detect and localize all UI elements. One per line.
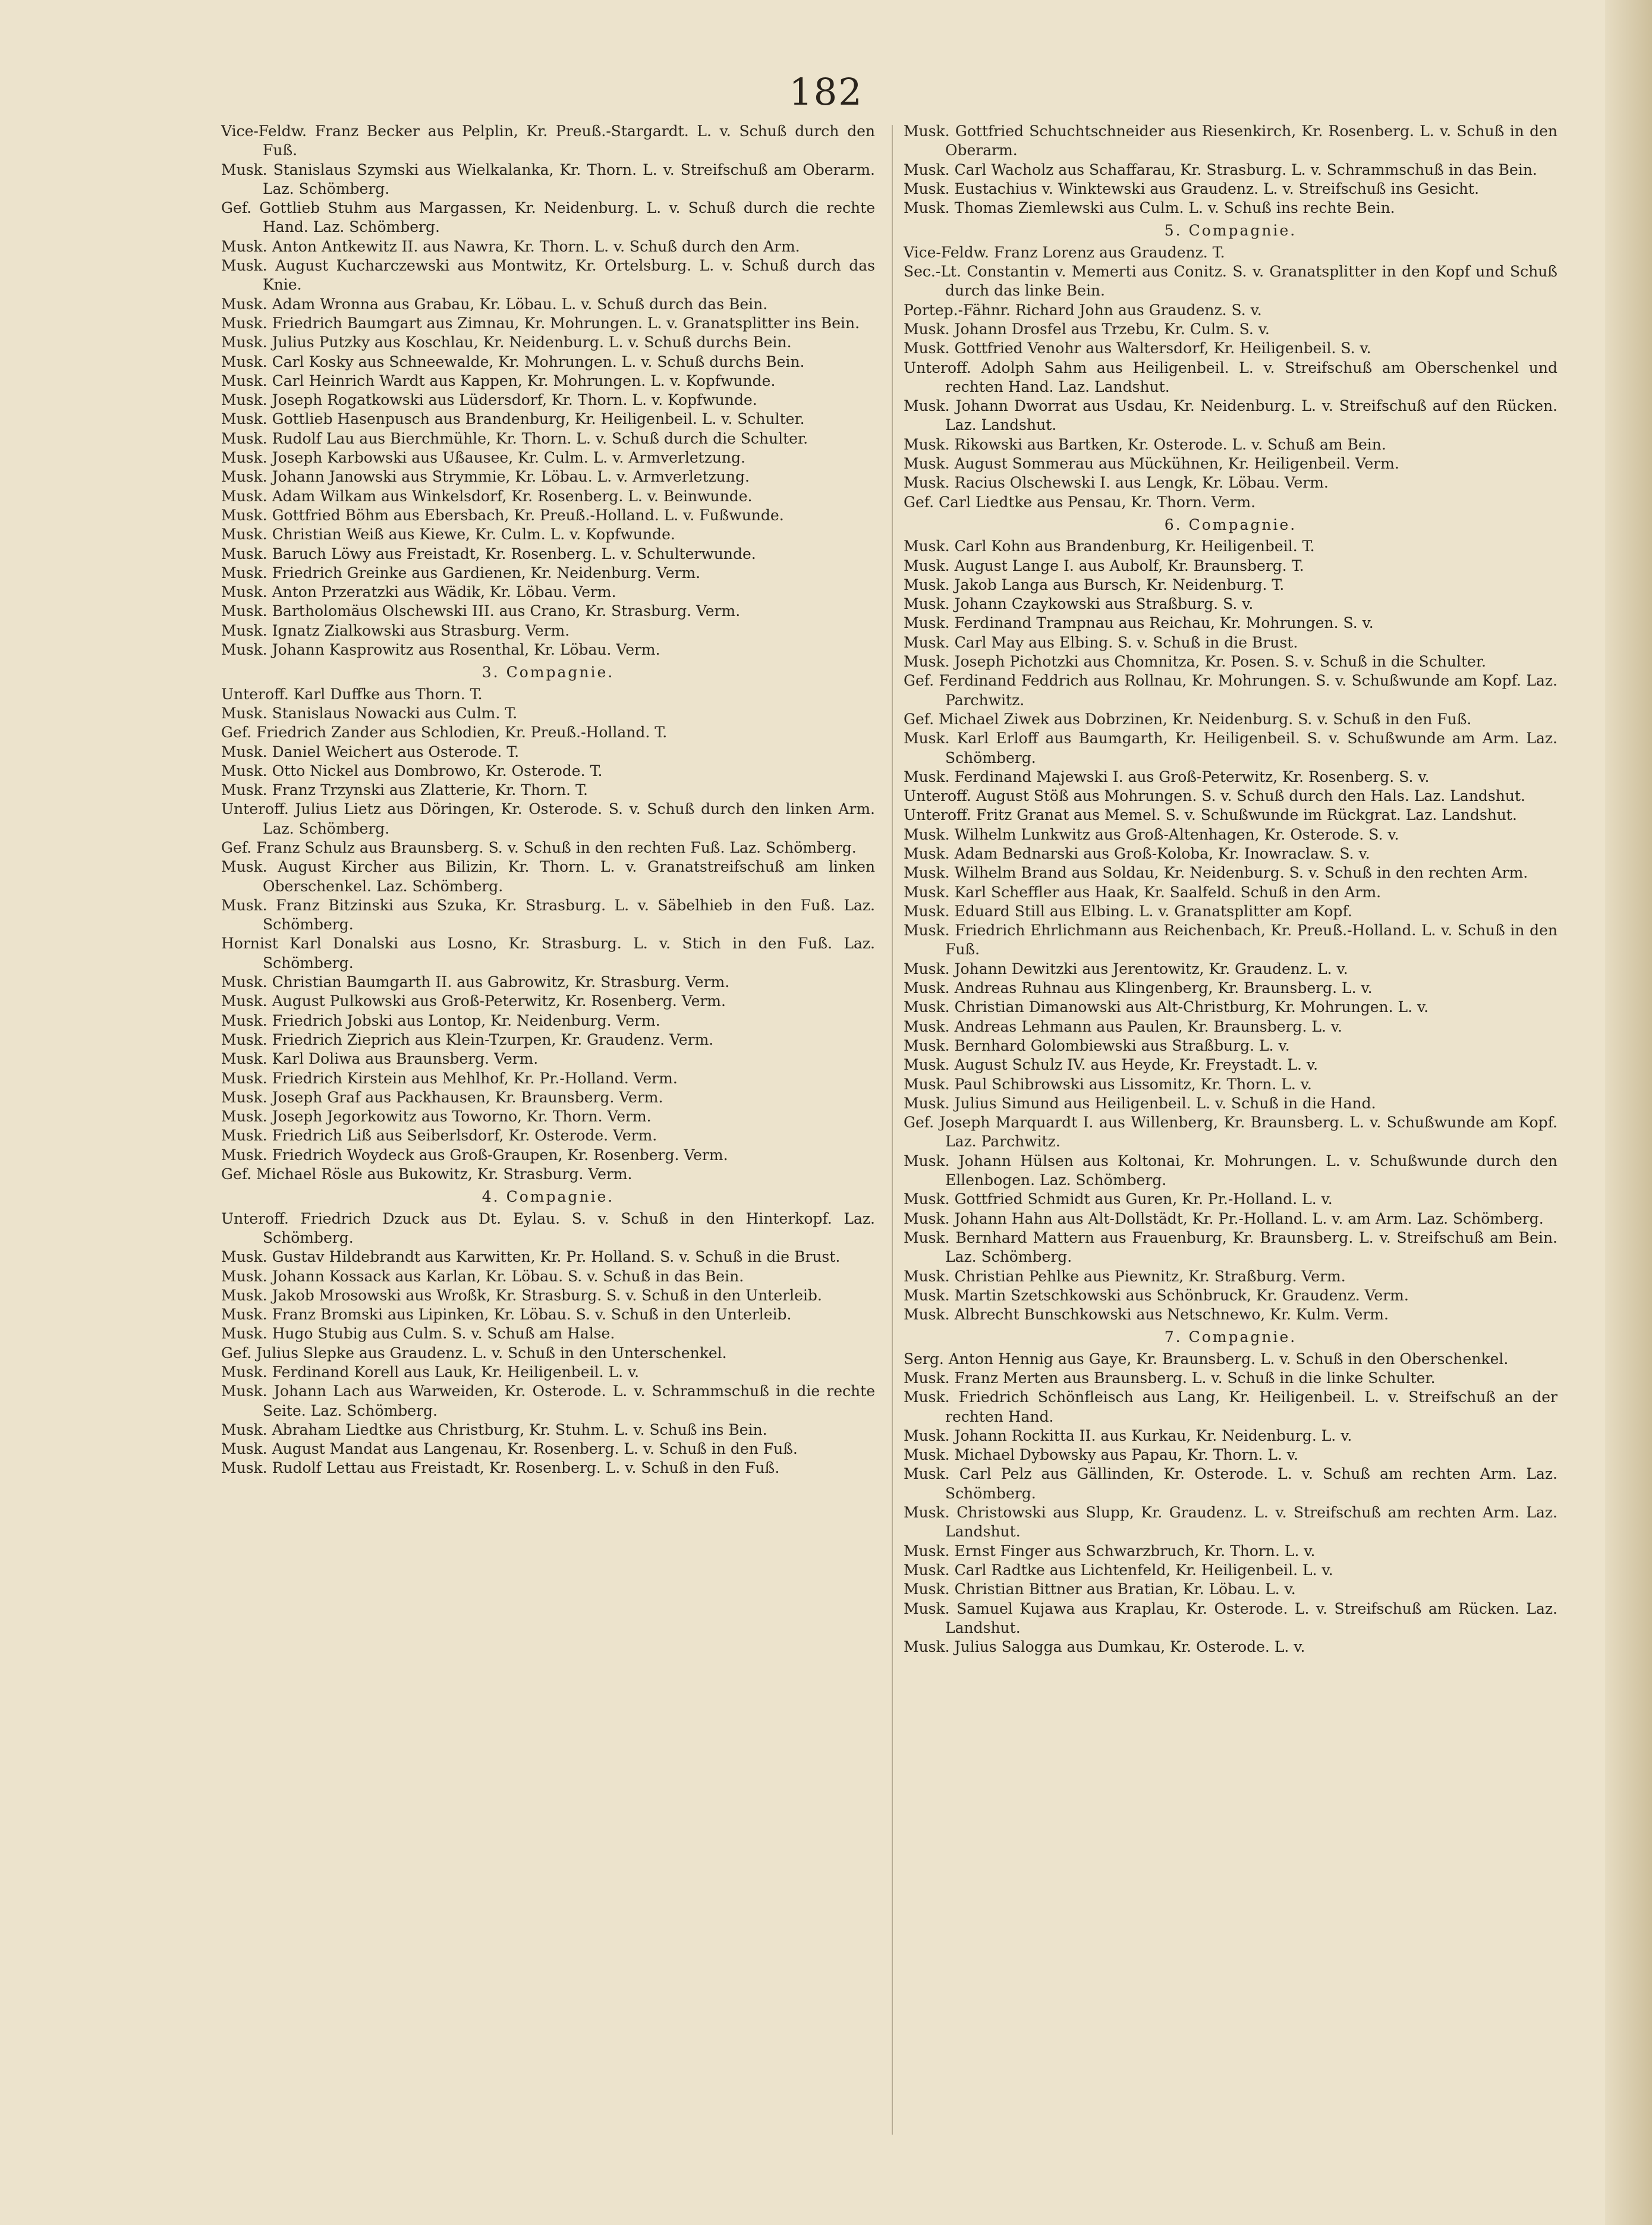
casualty-entry: Musk. Gustav Hildebrandt aus Karwitten, Kr. Pr. Holland. S. v. Schuß in die Brust. bbox=[221, 1248, 841, 1266]
casualty-entry: Musk. Martin Szetschkowski aus Schönbruck, Kr. Graudenz. Verm. bbox=[904, 1286, 1409, 1304]
casualty-entry: Musk. Carl Radtke aus Lichtenfeld, Kr. Heiligenbeil. L. v. bbox=[904, 1561, 1333, 1579]
casualty-entry: Musk. Albrecht Bunschkowski aus Netschnewo, Kr. Kulm. Verm. bbox=[904, 1306, 1389, 1324]
company-heading: 7. Compagnie. bbox=[1164, 1328, 1297, 1346]
casualty-entry: Musk. August Schulz IV. aus Heyde, Kr. Freystadt. L. v. bbox=[904, 1056, 1319, 1074]
casualty-entry: Musk. Johann Dewitzki aus Jerentowitz, Kr. Graudenz. L. v. bbox=[904, 960, 1348, 978]
casualty-entry: Musk. Adam Wilkam aus Winkelsdorf, Kr. Rosenberg. L. v. Beinwunde. bbox=[221, 487, 753, 505]
casualty-entry: Musk. Adam Wronna aus Grabau, Kr. Löbau. L. v. Schuß durch das Bein. bbox=[221, 295, 768, 313]
casualty-entry: Musk. Ferdinand Trampnau aus Reichau, Kr. Mohrungen. S. v. bbox=[904, 614, 1374, 632]
casualty-entry: Musk. Carl Kohn aus Brandenburg, Kr. Heiligenbeil. T. bbox=[904, 538, 1315, 555]
casualty-entry: Musk. Julius Salogga aus Dumkau, Kr. Osterode. L. v. bbox=[904, 1638, 1305, 1656]
casualty-entry: Musk. August Pulkowski aus Groß-Peterwitz, Kr. Rosenberg. Verm. bbox=[221, 992, 726, 1010]
casualty-entry: Musk. Otto Nickel aus Dombrowo, Kr. Osterode. T. bbox=[221, 762, 603, 780]
casualty-entry: Musk. Johann Kasprowitz aus Rosenthal, Kr. Löbau. Verm. bbox=[221, 641, 660, 659]
casualty-entry: Musk. Carl Kosky aus Schneewalde, Kr. Mohrungen. L. v. Schuß durchs Bein. bbox=[221, 353, 805, 370]
casualty-entry: Gef. Friedrich Zander aus Schlodien, Kr. Preuß.-Holland. T. bbox=[221, 724, 668, 741]
column-divider bbox=[892, 125, 893, 2135]
casualty-entry: Musk. Friedrich Zieprich aus Klein-Tzurpen, Kr. Graudenz. Verm. bbox=[221, 1030, 714, 1048]
casualty-entry: Musk. Carl May aus Elbing. S. v. Schuß in die Brust. bbox=[904, 633, 1298, 651]
casualty-entry: Musk. Franz Bromski aus Lipinken, Kr. Löbau. S. v. Schuß in den Unterleib. bbox=[221, 1306, 792, 1324]
casualty-entry: Musk. Gottfried Schmidt aus Guren, Kr. Pr.-Holland. L. v. bbox=[904, 1190, 1333, 1208]
casualty-entry: Musk. Franz Merten aus Braunsberg. L. v. Schuß in die linke Schulter. bbox=[904, 1369, 1436, 1387]
casualty-entry: Musk. Ferdinand Majewski I. aus Groß-Peterwitz, Kr. Rosenberg. S. v. bbox=[904, 768, 1430, 785]
casualty-entry: Unteroff. Karl Duffke aus Thorn. T. bbox=[221, 685, 483, 703]
casualty-entry: Musk. Karl Scheffler aus Haak, Kr. Saalfeld. Schuß in den Arm. bbox=[904, 883, 1382, 901]
casualty-entry: Gef. Ferdinand Feddrich aus Rollnau, Kr. Mohrungen. S. v. Schußwunde am Kopf. Laz. Parchwitz. bbox=[904, 672, 1557, 709]
casualty-entry: Musk. Bartholomäus Olschewski III. aus Crano, Kr. Strasburg. Verm. bbox=[221, 602, 741, 620]
casualty-entry: Musk. Johann Lach aus Warweiden, Kr. Osterode. L. v. Schrammschuß in die rechte Seite. Laz. Schömberg. bbox=[221, 1382, 875, 1419]
casualty-entry: Musk. Friedrich Liß aus Seiberlsdorf, Kr. Osterode. Verm. bbox=[221, 1127, 657, 1145]
casualty-entry: Musk. Joseph Jegorkowitz aus Toworno, Kr. Thorn. Verm. bbox=[221, 1108, 652, 1126]
casualty-entry: Musk. Johann Czaykowski aus Straßburg. S. v. bbox=[904, 595, 1254, 613]
casualty-entry: Musk. Joseph Pichotzki aus Chomnitza, Kr. Posen. S. v. Schuß in die Schulter. bbox=[904, 653, 1486, 671]
casualty-entry: Musk. Wilhelm Lunkwitz aus Groß-Altenhagen, Kr. Osterode. S. v. bbox=[904, 825, 1399, 843]
casualty-entry: Musk. Joseph Karbowski aus Ußausee, Kr. Culm. L. v. Armverletzung. bbox=[221, 449, 745, 467]
casualty-entry: Musk. Karl Doliwa aus Braunsberg. Verm. bbox=[221, 1050, 539, 1068]
casualty-entry: Musk. Andreas Lehmann aus Paulen, Kr. Braunsberg. L. v. bbox=[904, 1017, 1342, 1035]
left-column bbox=[221, 122, 875, 1478]
casualty-entry: Musk. Paul Schibrowski aus Lissomitz, Kr. Thorn. L. v. bbox=[904, 1075, 1312, 1093]
casualty-entry: Vice-Feldw. Franz Lorenz aus Graudenz. T. bbox=[904, 243, 1225, 261]
casualty-entry: Musk. Friedrich Schönfleisch aus Lang, Kr. Heiligenbeil. L. v. Streifschuß an der rechten Hand. bbox=[904, 1388, 1557, 1425]
casualty-entry: Serg. Anton Hennig aus Gaye, Kr. Braunsberg. L. v. Schuß in den Oberschenkel. bbox=[904, 1350, 1509, 1368]
casualty-entry: Musk. Friedrich Kirstein aus Mehlhof, Kr. Pr.-Holland. Verm. bbox=[221, 1069, 678, 1087]
casualty-entry: Musk. Carl Wacholz aus Schaffarau, Kr. Strasburg. L. v. Schrammschuß in das Bein. bbox=[904, 161, 1537, 178]
right-column bbox=[904, 122, 1557, 1657]
casualty-entry: Musk. August Kircher aus Bilizin, Kr. Thorn. L. v. Granatstreifschuß am linken Oberschenkel. Laz. Schömberg. bbox=[221, 858, 875, 895]
casualty-entry: Musk. Michael Dybowsky aus Papau, Kr. Thorn. L. v. bbox=[904, 1446, 1299, 1464]
casualty-entry: Musk. Anton Przeratzki aus Wädik, Kr. Löbau. Verm. bbox=[221, 583, 616, 601]
company-heading: 3. Compagnie. bbox=[482, 664, 615, 681]
casualty-entry: Musk. Bernhard Golombiewski aus Straßburg. L. v. bbox=[904, 1036, 1290, 1054]
casualty-entry: Musk. Christian Pehlke aus Piewnitz, Kr. Straßburg. Verm. bbox=[904, 1267, 1346, 1285]
casualty-entry: Gef. Julius Slepke aus Graudenz. L. v. Schuß in den Unterschenkel. bbox=[221, 1344, 727, 1362]
casualty-entry: Musk. Anton Antkewitz II. aus Nawra, Kr. Thorn. L. v. Schuß durch den Arm. bbox=[221, 237, 800, 255]
casualty-entry: Musk. August Kucharczewski aus Montwitz, Kr. Ortelsburg. L. v. Schuß durch das Knie. bbox=[221, 257, 875, 294]
page-number: 182 bbox=[789, 70, 863, 114]
casualty-entry: Musk. Julius Simund aus Heiligenbeil. L. v. Schuß in die Hand. bbox=[904, 1094, 1376, 1112]
casualty-entry: Musk. Franz Bitzinski aus Szuka, Kr. Strasburg. L. v. Säbelhieb in den Fuß. Laz. Schömberg. bbox=[221, 896, 875, 934]
casualty-entry: Musk. Johann Hahn aus Alt-Dollstädt, Kr. Pr.-Holland. L. v. am Arm. Laz. Schömberg. bbox=[904, 1209, 1544, 1227]
casualty-entry: Musk. Friedrich Woydeck aus Groß-Graupen, Kr. Rosenberg. Verm. bbox=[221, 1146, 728, 1164]
company-heading: 6. Compagnie. bbox=[1164, 516, 1297, 533]
casualty-entry: Unteroff. Julius Lietz aus Döringen, Kr. Osterode. S. v. Schuß durch den linken Arm. Laz. Schömberg. bbox=[221, 800, 875, 837]
casualty-entry: Musk. Friedrich Ehrlichmann aus Reichenbach, Kr. Preuß.-Holland. L. v. Schuß in den Fuß. bbox=[904, 922, 1557, 958]
casualty-entry: Musk. Racius Olschewski I. aus Lengk, Kr. Löbau. Verm. bbox=[904, 474, 1329, 492]
casualty-entry: Musk. Christian Baumgarth II. aus Gabrowitz, Kr. Strasburg. Verm. bbox=[221, 973, 730, 991]
casualty-entry: Musk. Christian Bittner aus Bratian, Kr. Löbau. L. v. bbox=[904, 1580, 1296, 1598]
casualty-entry: Musk. Joseph Rogatkowski aus Lüdersdorf, Kr. Thorn. L. v. Kopfwunde. bbox=[221, 391, 757, 409]
casualty-entry: Musk. Gottlieb Hasenpusch aus Brandenburg, Kr. Heiligenbeil. L. v. Schulter. bbox=[221, 410, 805, 428]
casualty-entry: Gef. Joseph Marquardt I. aus Willenberg, Kr. Braunsberg. L. v. Schußwunde am Kopf. Laz. Parchwitz. bbox=[904, 1114, 1557, 1151]
casualty-entry: Musk. Samuel Kujawa aus Kraplau, Kr. Osterode. L. v. Streifschuß am Rücken. Laz. Landshut. bbox=[904, 1599, 1557, 1636]
casualty-entry: Unteroff. Friedrich Dzuck aus Dt. Eylau. S. v. Schuß in den Hinterkopf. Laz. Schömberg. bbox=[221, 1209, 875, 1246]
casualty-entry: Musk. Jakob Langa aus Bursch, Kr. Neidenburg. T. bbox=[904, 576, 1285, 593]
casualty-entry: Portep.-Fähnr. Richard John aus Graudenz. S. v. bbox=[904, 301, 1262, 319]
casualty-entry: Musk. August Sommerau aus Mückühnen, Kr. Heiligenbeil. Verm. bbox=[904, 455, 1399, 473]
casualty-entry: Vice-Feldw. Franz Becker aus Pelplin, Kr. Preuß.-Stargardt. L. v. Schuß durch den Fuß. bbox=[221, 122, 875, 159]
casualty-entry: Musk. Gottfried Böhm aus Ebersbach, Kr. Preuß.-Holland. L. v. Fußwunde. bbox=[221, 506, 784, 524]
casualty-entry: Musk. Johann Drosfel aus Trzebu, Kr. Culm. S. v. bbox=[904, 320, 1270, 338]
casualty-entry: Musk. Jakob Mrosowski aus Wroßk, Kr. Strasburg. S. v. Schuß in den Unterleib. bbox=[221, 1286, 822, 1304]
casualty-entry: Musk. Abraham Liedtke aus Christburg, Kr. Stuhm. L. v. Schuß ins Bein. bbox=[221, 1421, 767, 1438]
casualty-entry: Unteroff. Adolph Sahm aus Heiligenbeil. L. v. Streifschuß am Oberschenkel und rechten Hand. Laz. Landshut. bbox=[904, 359, 1557, 395]
casualty-entry: Gef. Michael Rösle aus Bukowitz, Kr. Strasburg. Verm. bbox=[221, 1165, 633, 1183]
casualty-entry: Musk. August Mandat aus Langenau, Kr. Rosenberg. L. v. Schuß in den Fuß. bbox=[221, 1440, 798, 1458]
casualty-entry: Musk. Rudolf Lau aus Bierchmühle, Kr. Thorn. L. v. Schuß durch die Schulter. bbox=[221, 429, 808, 447]
casualty-entry: Musk. Johann Janowski aus Strymmie, Kr. Löbau. L. v. Armverletzung. bbox=[221, 468, 750, 486]
casualty-entry: Musk. Stanislaus Nowacki aus Culm. T. bbox=[221, 704, 518, 722]
casualty-entry: Musk. Joseph Graf aus Packhausen, Kr. Braunsberg. Verm. bbox=[221, 1088, 663, 1106]
casualty-entry: Musk. Baruch Löwy aus Freistadt, Kr. Rosenberg. L. v. Schulterwunde. bbox=[221, 545, 756, 562]
casualty-entry: Musk. Eustachius v. Winktewski aus Graudenz. L. v. Streifschuß ins Gesicht. bbox=[904, 180, 1480, 197]
casualty-entry: Musk. Franz Trzynski aus Zlatterie, Kr. Thorn. T. bbox=[221, 781, 589, 799]
casualty-entry: Musk. Gottfried Schuchtschneider aus Riesenkirch, Kr. Rosenberg. L. v. Schuß in den Oberarm. bbox=[904, 122, 1557, 159]
casualty-entry: Musk. Johann Kossack aus Karlan, Kr. Löbau. S. v. Schuß in das Bein. bbox=[221, 1267, 744, 1285]
casualty-entry: Musk. Ferdinand Korell aus Lauk, Kr. Heiligenbeil. L. v. bbox=[221, 1363, 640, 1381]
casualty-entry: Musk. Stanislaus Szymski aus Wielkalanka, Kr. Thorn. L. v. Streifschuß am Oberarm. Laz. Schömberg. bbox=[221, 161, 875, 197]
company-heading: 4. Compagnie. bbox=[482, 1188, 615, 1206]
casualty-entry: Musk. Karl Erloff aus Baumgarth, Kr. Heiligenbeil. S. v. Schußwunde am Arm. Laz. Schömberg. bbox=[904, 730, 1557, 766]
casualty-entry: Musk. Carl Pelz aus Gällinden, Kr. Osterode. L. v. Schuß am rechten Arm. Laz. Schömberg. bbox=[904, 1465, 1557, 1502]
casualty-entry: Musk. Friedrich Greinke aus Gardienen, Kr. Neidenburg. Verm. bbox=[221, 564, 701, 582]
casualty-entry: Musk. Johann Dworrat aus Usdau, Kr. Neidenburg. L. v. Streifschuß auf den Rücken. Laz. Landshut. bbox=[904, 397, 1557, 434]
casualty-entry: Musk. Hugo Stubig aus Culm. S. v. Schuß am Halse. bbox=[221, 1325, 615, 1343]
casualty-entry: Musk. Ernst Finger aus Schwarzbruch, Kr. Thorn. L. v. bbox=[904, 1542, 1316, 1560]
casualty-entry: Musk. August Lange I. aus Aubolf, Kr. Braunsberg. T. bbox=[904, 557, 1304, 574]
casualty-entry: Musk. Rikowski aus Bartken, Kr. Osterode. L. v. Schuß am Bein. bbox=[904, 435, 1386, 453]
company-heading: 5. Compagnie. bbox=[1164, 222, 1297, 240]
casualty-entry: Musk. Friedrich Jobski aus Lontop, Kr. Neidenburg. Verm. bbox=[221, 1011, 660, 1029]
casualty-entry: Musk. Friedrich Baumgart aus Zimnau, Kr. Mohrungen. L. v. Granatsplitter ins Bein. bbox=[221, 314, 860, 332]
casualty-entry: Musk. Thomas Ziemlewski aus Culm. L. v. Schuß ins rechte Bein. bbox=[904, 199, 1395, 217]
casualty-entry: Musk. Christowski aus Slupp, Kr. Graudenz. L. v. Streifschuß am rechten Arm. Laz. Landshut. bbox=[904, 1504, 1557, 1541]
casualty-entry: Musk. Adam Bednarski aus Groß-Koloba, Kr. Inowraclaw. S. v. bbox=[904, 844, 1370, 862]
casualty-entry: Musk. Christian Dimanowski aus Alt-Christburg, Kr. Mohrungen. L. v. bbox=[904, 998, 1429, 1016]
page-edge-shadow bbox=[1605, 0, 1652, 2225]
casualty-entry: Gef. Carl Liedtke aus Pensau, Kr. Thorn. Verm. bbox=[904, 493, 1256, 511]
casualty-entry: Musk. Johann Hülsen aus Koltonai, Kr. Mohrungen. L. v. Schußwunde durch den Ellenbogen. Laz. Schömberg. bbox=[904, 1152, 1557, 1189]
casualty-entry: Musk. Gottfried Venohr aus Waltersdorf, Kr. Heiligenbeil. S. v. bbox=[904, 340, 1371, 357]
casualty-entry: Unteroff. August Stöß aus Mohrungen. S. v. Schuß durch den Hals. Laz. Landshut. bbox=[904, 787, 1525, 805]
casualty-entry: Gef. Franz Schulz aus Braunsberg. S. v. Schuß in den rechten Fuß. Laz. Schömberg. bbox=[221, 838, 857, 856]
casualty-entry: Musk. Rudolf Lettau aus Freistadt, Kr. Rosenberg. L. v. Schuß in den Fuß. bbox=[221, 1459, 780, 1477]
casualty-entry: Gef. Gottlieb Stuhm aus Margassen, Kr. Neidenburg. L. v. Schuß durch die rechte Hand. Laz. Schömberg. bbox=[221, 199, 875, 236]
casualty-entry: Musk. Daniel Weichert aus Osterode. T. bbox=[221, 743, 520, 760]
casualty-entry: Musk. Julius Putzky aus Koschlau, Kr. Neidenburg. L. v. Schuß durchs Bein. bbox=[221, 334, 792, 351]
casualty-entry: Sec.-Lt. Constantin v. Memerti aus Conitz. S. v. Granatsplitter in den Kopf und Schuß durch das linke Bein. bbox=[904, 263, 1557, 300]
casualty-entry: Musk. Andreas Ruhnau aus Klingenberg, Kr. Braunsberg. L. v. bbox=[904, 979, 1373, 997]
casualty-entry: Musk. Carl Heinrich Wardt aus Kappen, Kr. Mohrungen. L. v. Kopfwunde. bbox=[221, 372, 776, 389]
casualty-entry: Unteroff. Fritz Granat aus Memel. S. v. Schußwunde im Rückgrat. Laz. Landshut. bbox=[904, 806, 1517, 824]
casualty-entry: Gef. Michael Ziwek aus Dobrzinen, Kr. Neidenburg. S. v. Schuß in den Fuß. bbox=[904, 710, 1472, 728]
casualty-entry: Musk. Johann Rockitta II. aus Kurkau, Kr. Neidenburg. L. v. bbox=[904, 1426, 1352, 1444]
casualty-entry: Musk. Wilhelm Brand aus Soldau, Kr. Neidenburg. S. v. Schuß in den rechten Arm. bbox=[904, 864, 1528, 882]
casualty-entry: Musk. Eduard Still aus Elbing. L. v. Granatsplitter am Kopf. bbox=[904, 902, 1352, 920]
casualty-entry: Musk. Christian Weiß aus Kiewe, Kr. Culm. L. v. Kopfwunde. bbox=[221, 526, 675, 543]
casualty-entry: Hornist Karl Donalski aus Losno, Kr. Strasburg. L. v. Stich in den Fuß. Laz. Schömberg. bbox=[221, 935, 875, 972]
casualty-entry: Musk. Bernhard Mattern aus Frauenburg, Kr. Braunsberg. L. v. Streifschuß am Bein. Laz. Schömberg. bbox=[904, 1228, 1557, 1266]
casualty-entry: Musk. Ignatz Zialkowski aus Strasburg. Verm. bbox=[221, 621, 570, 639]
